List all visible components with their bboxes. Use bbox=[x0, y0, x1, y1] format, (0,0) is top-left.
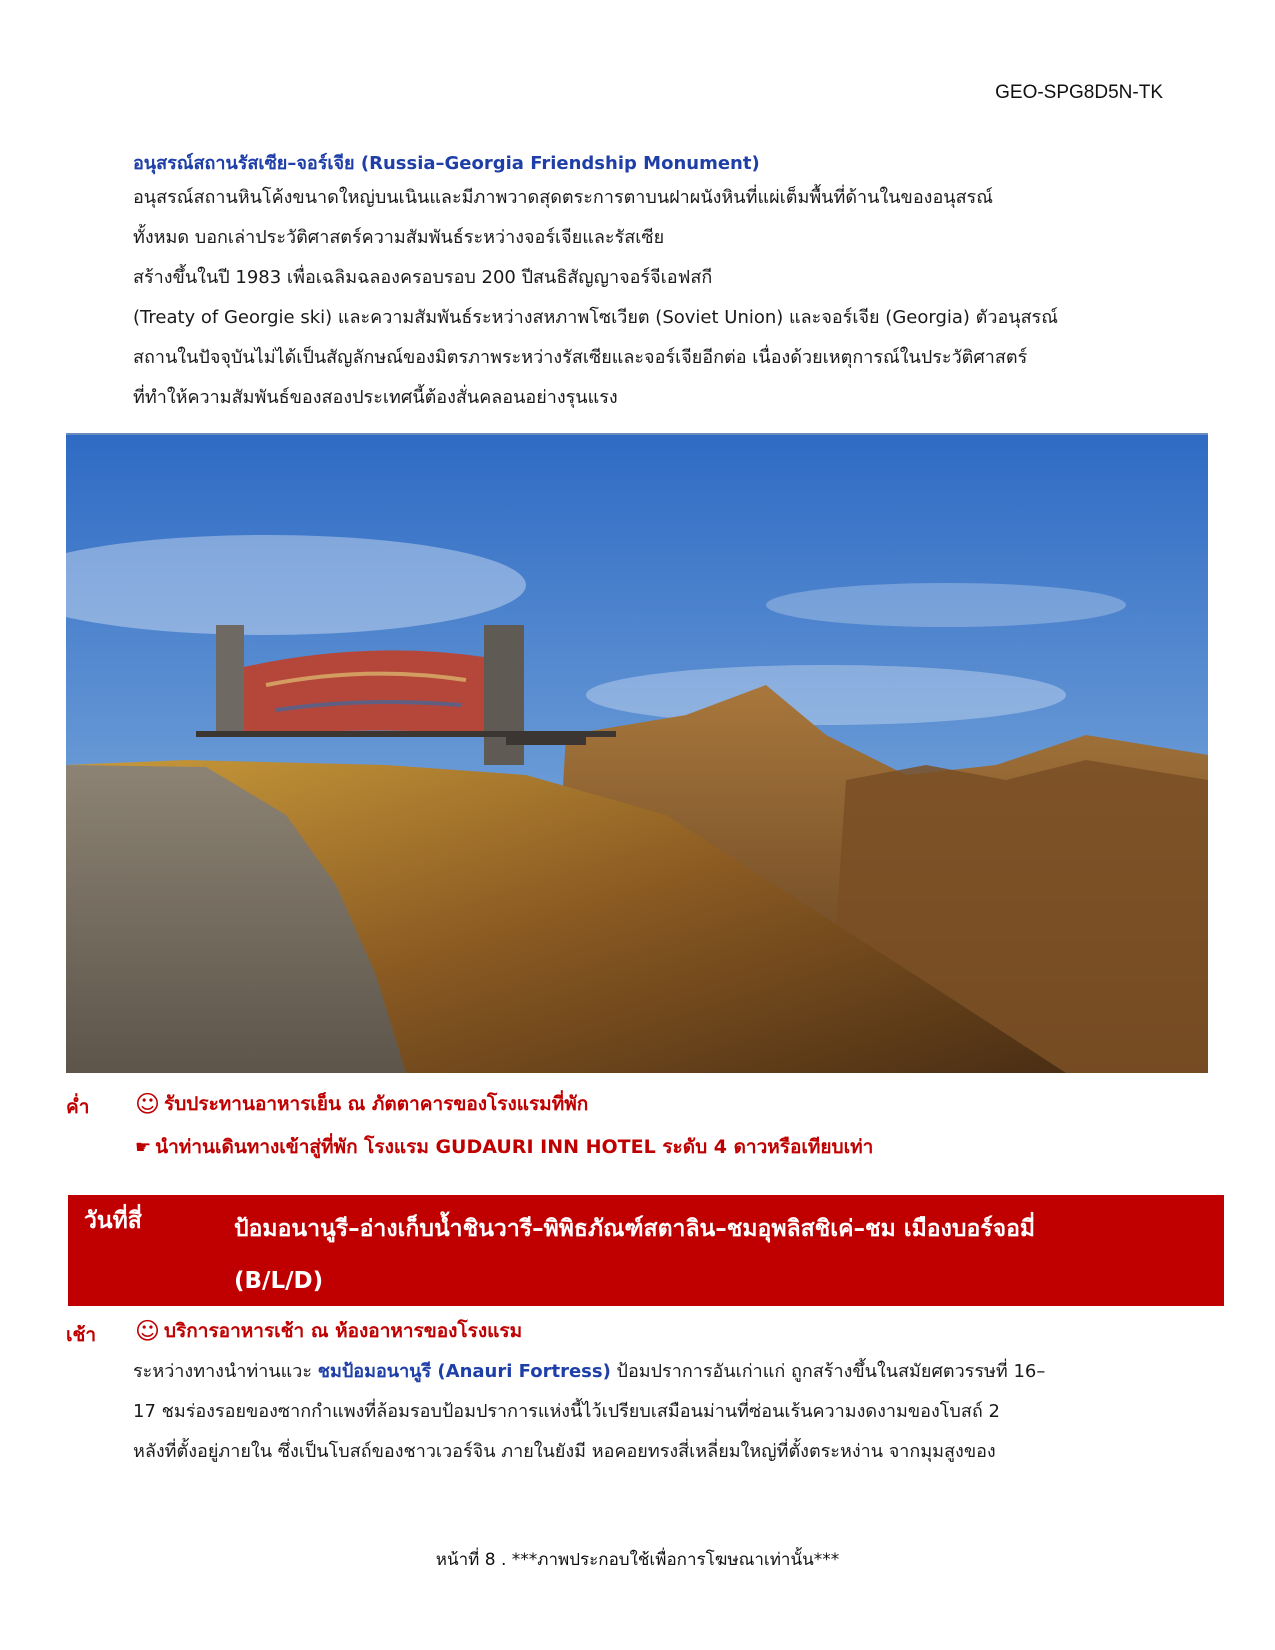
monument-line: ที่ทำให้ความสัมพันธ์ของสองประเทศนี้ต้องสั่นคลอนอย่างรุนแรง bbox=[133, 387, 618, 408]
monument-line: อนุสรณ์สถานหินโค้งขนาดใหญ่บนเนินและมีภาพวาดสุดตระการตาบนฝาผนังหินที่แผ่เต็มพื้นที่ด้านในของอนุสรณ์ bbox=[133, 187, 993, 208]
anauri-line: หลังที่ตั้งอยู่ภายใน ซึ่งเป็นโบสถ์ของชาวเวอร์จิน ภายในยังมี หอคอยทรงสี่เหลี่ยมใหญ่ที่ตั้งตระหง่าน จากมุมสูงของ bbox=[133, 1441, 996, 1462]
dinner-meal-text: รับประทานอาหารเย็น ณ ภัตตาคารของโรงแรมที่พัก bbox=[164, 1093, 589, 1115]
monument-line: (Treaty of Georgie ski) และความสัมพันธ์ระหว่างสหภาพโซเวียต (Soviet Union) และจอร์เจีย (Georgia) ตัวอนุสรณ์ bbox=[133, 307, 1058, 328]
anauri-line1-rest: ป้อมปราการอันเก่าแก่ ถูกสร้างขึ้นในสมัยศตวรรษที่ 16– bbox=[610, 1361, 1046, 1382]
day-route-text: ป้อมอนานูรี–อ่างเก็บน้ำชินวารี–พิพิธภัณฑ์สตาลิน–ชมอุพลิสชิเค่–ชม เมืองบอร์จอมี่ bbox=[234, 1216, 1036, 1242]
monument-photo bbox=[66, 433, 1208, 1073]
dinner-hotel bbox=[135, 1132, 873, 1162]
anauri-line bbox=[133, 1352, 1193, 1392]
morning-label: เช้า bbox=[66, 1324, 97, 1346]
monument-line: สร้างขึ้นในปี 1983 เพื่อเฉลิมฉลองครอบรอบ 200 ปีสนธิสัญญาจอร์จีเอฟสกี bbox=[133, 267, 713, 288]
smile-icon: ☺ bbox=[135, 1317, 161, 1345]
anauri-line: 17 ชมร่องรอยของซากกำแพงที่ล้อมรอบป้อมปราการแห่งนี้ไว้เปรียบเสมือนม่านที่ซ่อนเร้นความงดงามของโบสถ์ 2 bbox=[133, 1401, 1000, 1422]
page-footer: หน้าที่ 8 . ***ภาพประกอบใช้เพื่อการโฆษณาเท่านั้น*** bbox=[435, 1550, 840, 1570]
pointing-hand-icon: ☛ bbox=[135, 1136, 152, 1158]
day-meals: (B/L/D) bbox=[234, 1268, 324, 1294]
monument-description bbox=[133, 178, 1193, 418]
dinner-hotel-text: นำท่านเดินทางเข้าสู่ที่พัก โรงแรม GUDAURI INN HOTEL ระดับ 4 ดาวหรือเทียบเท่า bbox=[155, 1136, 874, 1158]
dinner-label: ค่ำ bbox=[66, 1096, 90, 1118]
document-code: GEO-SPG8D5N-TK bbox=[995, 82, 1163, 103]
monument-line: สถานในปัจจุบันไม่ได้เป็นสัญลักษณ์ของมิตรภาพระหว่างรัสเซียและจอร์เจียอีกต่อ เนื่องด้วยเหตุการณ์ในประวัติศาสตร์ bbox=[133, 347, 1028, 368]
day-label: วันที่สี่ bbox=[84, 1208, 142, 1234]
dinner-meal bbox=[135, 1089, 588, 1119]
anauri-description bbox=[133, 1352, 1193, 1472]
monument-title: อนุสรณ์สถานรัสเซีย–จอร์เจีย (Russia–Georgia Friendship Monument) bbox=[133, 153, 760, 174]
morning-meal bbox=[135, 1316, 522, 1346]
morning-meal-text: บริการอาหารเช้า ณ ห้องอาหารของโรงแรม bbox=[164, 1320, 523, 1342]
day-route bbox=[234, 1203, 1184, 1307]
anauri-intro: ระหว่างทางนำท่านแวะ bbox=[133, 1361, 318, 1382]
monument-line: ทั้งหมด บอกเล่าประวัติศาสตร์ความสัมพันธ์ระหว่างจอร์เจียและรัสเซีย bbox=[133, 227, 665, 248]
smile-icon: ☺ bbox=[135, 1090, 161, 1118]
anauri-fortress-name: ชมป้อมอนานูรี (Anauri Fortress) bbox=[317, 1361, 611, 1382]
day-header-bar bbox=[68, 1195, 1224, 1306]
